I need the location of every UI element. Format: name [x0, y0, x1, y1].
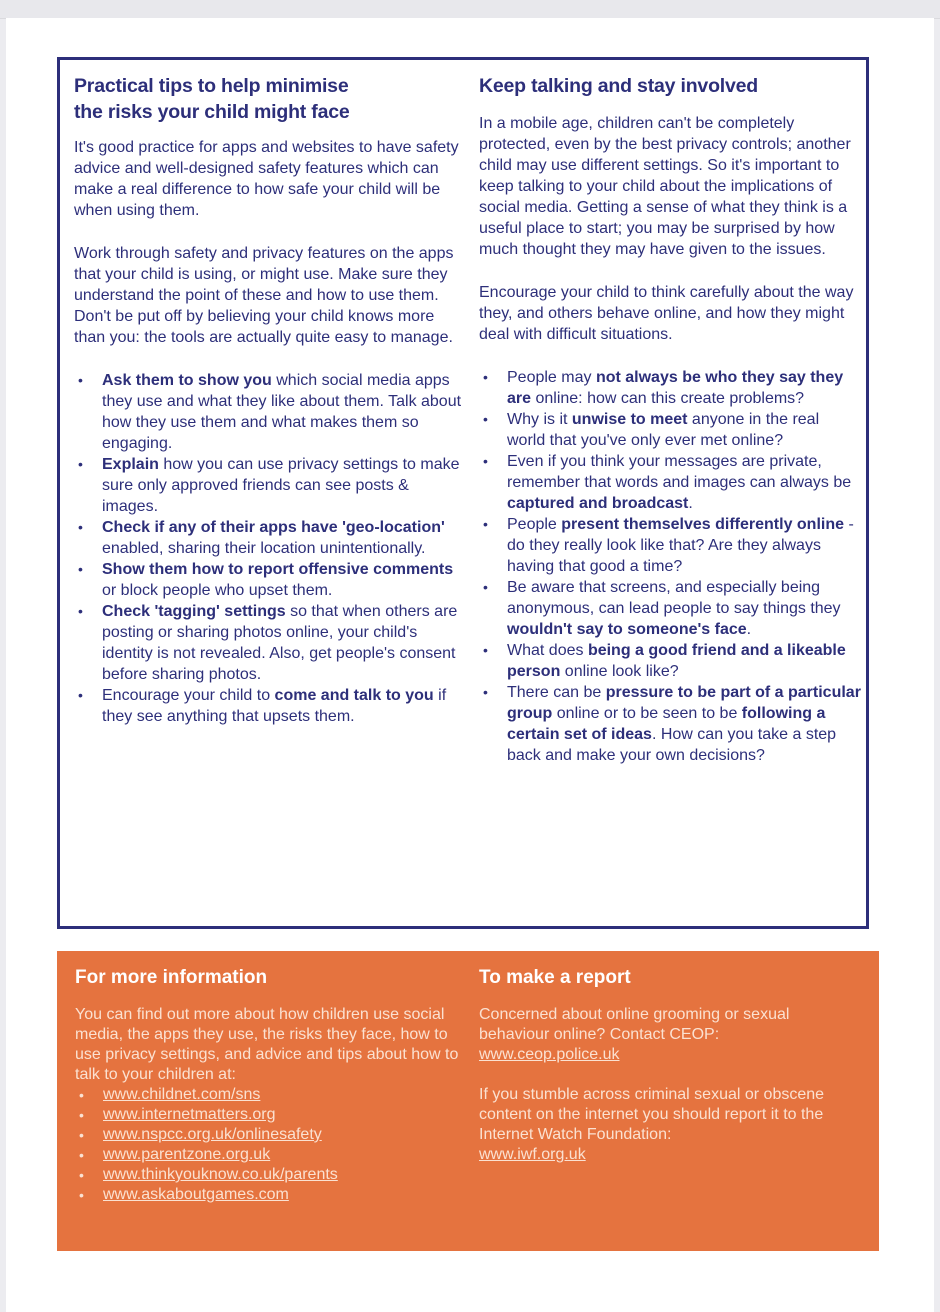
ceop-link[interactable]: www.ceop.police.uk [479, 1046, 620, 1063]
viewer-top-bar [0, 0, 940, 19]
more-information-column [75, 965, 467, 1205]
list-item: • Show them how to report offensive comments or block people who upset them. [102, 559, 466, 601]
list-item [103, 1085, 467, 1105]
list-item: • People present themselves differently online - do they really look like that? Are they always having that good a time? [507, 514, 861, 577]
keep-talking-column [479, 73, 861, 766]
practical-tips-intro: It's good practice for apps and websites to have safety advice and well-designed safety features which can make a real difference to how safe your child will be when using them. [74, 139, 459, 219]
make-report-title: To make a report [479, 967, 631, 988]
practical-tips-title-line2: the risks your child might face [74, 101, 350, 123]
practical-tips-paragraph-2: Work through safety and privacy features on the apps that your child is using, or might use. Make sure they understand the point of these and how to use them. Don't be put off by believing your child knows more than you: the tools are actually quite easy to manage. [74, 245, 454, 346]
list-item [103, 1185, 467, 1205]
practical-tips-title-line1: Practical tips to help minimise [74, 75, 349, 97]
keep-talking-paragraph-1: In a mobile age, children can't be completely protected, even by the best privacy controls; another child may use different settings. So it's important to keep talking to your child about the implications of social media. Getting a sense of what they think is a useful place to start; you may be surprised by how much thought they may have given to the issues. [479, 115, 851, 258]
list-item: • What does being a good friend and a likeable person online look like? [507, 640, 861, 682]
childnet-link[interactable]: www.childnet.com/sns [103, 1086, 261, 1103]
more-information-text: You can find out more about how children use social media, the apps they use, the risks they face, how to use privacy settings, and advice and tips about how to talk to your children at: [75, 1006, 459, 1083]
list-item: • Even if you think your messages are private, remember that words and images can always be captured and broadcast. [507, 451, 861, 514]
iwf-link[interactable]: www.iwf.org.uk [479, 1146, 586, 1163]
list-item: • Explain how you can use privacy settings to make sure only approved friends can see posts & images. [102, 454, 466, 517]
resources-panel [57, 951, 879, 1251]
list-item [103, 1145, 467, 1165]
make-report-column [479, 965, 859, 1185]
list-item: • People may not always be who they say they are online: how can this create problems? [507, 367, 861, 409]
list-item: • There can be pressure to be part of a particular group online or to be seen to be following a certain set of ideas. How can you take a step back and make your own decisions? [507, 682, 861, 766]
list-item: • Be aware that screens, and especially being anonymous, can lead people to say things they wouldn't say to someone's face. [507, 577, 861, 640]
list-item: • Ask them to show you which social media apps they use and what they like about them. Talk about how they use them and what makes them so engaging. [102, 370, 466, 454]
practical-tips-column [74, 73, 466, 727]
keep-talking-title: Keep talking and stay involved [479, 75, 758, 97]
resource-links-list [75, 1085, 467, 1205]
thinkyouknow-link[interactable]: www.thinkyouknow.co.uk/parents [103, 1166, 338, 1183]
keep-talking-list [479, 367, 861, 766]
tips-box [57, 57, 869, 929]
list-item: • Check if any of their apps have 'geo-location' enabled, sharing their location unintentionally. [102, 517, 466, 559]
list-item [103, 1125, 467, 1145]
list-item [103, 1165, 467, 1185]
ceop-text: Concerned about online grooming or sexual behaviour online? Contact CEOP: www.ceop.police.uk [479, 1006, 790, 1063]
parentzone-link[interactable]: www.parentzone.org.uk [103, 1146, 271, 1163]
list-item: • Check 'tagging' settings so that when others are posting or sharing photos online, your child's identity is not revealed. Also, get people's consent before sharing photos. [102, 601, 466, 685]
internetmatters-link[interactable]: www.internetmatters.org [103, 1106, 276, 1123]
list-item: • Why is it unwise to meet anyone in the real world that you've only ever met online? [507, 409, 861, 451]
keep-talking-paragraph-2: Encourage your child to think carefully about the way they, and others behave online, and how they might deal with difficult situations. [479, 284, 854, 343]
practical-tips-title [74, 73, 466, 125]
list-item [103, 1105, 467, 1125]
practical-tips-list [74, 370, 466, 727]
iwf-text: If you stumble across criminal sexual or obscene content on the internet you should report it to the Internet Watch Foundation: www.iwf.org.uk [479, 1086, 825, 1163]
list-item: • Encourage your child to come and talk to you if they see anything that upsets them. [102, 685, 466, 727]
more-information-title: For more information [75, 967, 268, 988]
askaboutgames-link[interactable]: www.askaboutgames.com [103, 1186, 289, 1203]
nspcc-link[interactable]: www.nspcc.org.uk/onlinesafety [103, 1126, 322, 1143]
